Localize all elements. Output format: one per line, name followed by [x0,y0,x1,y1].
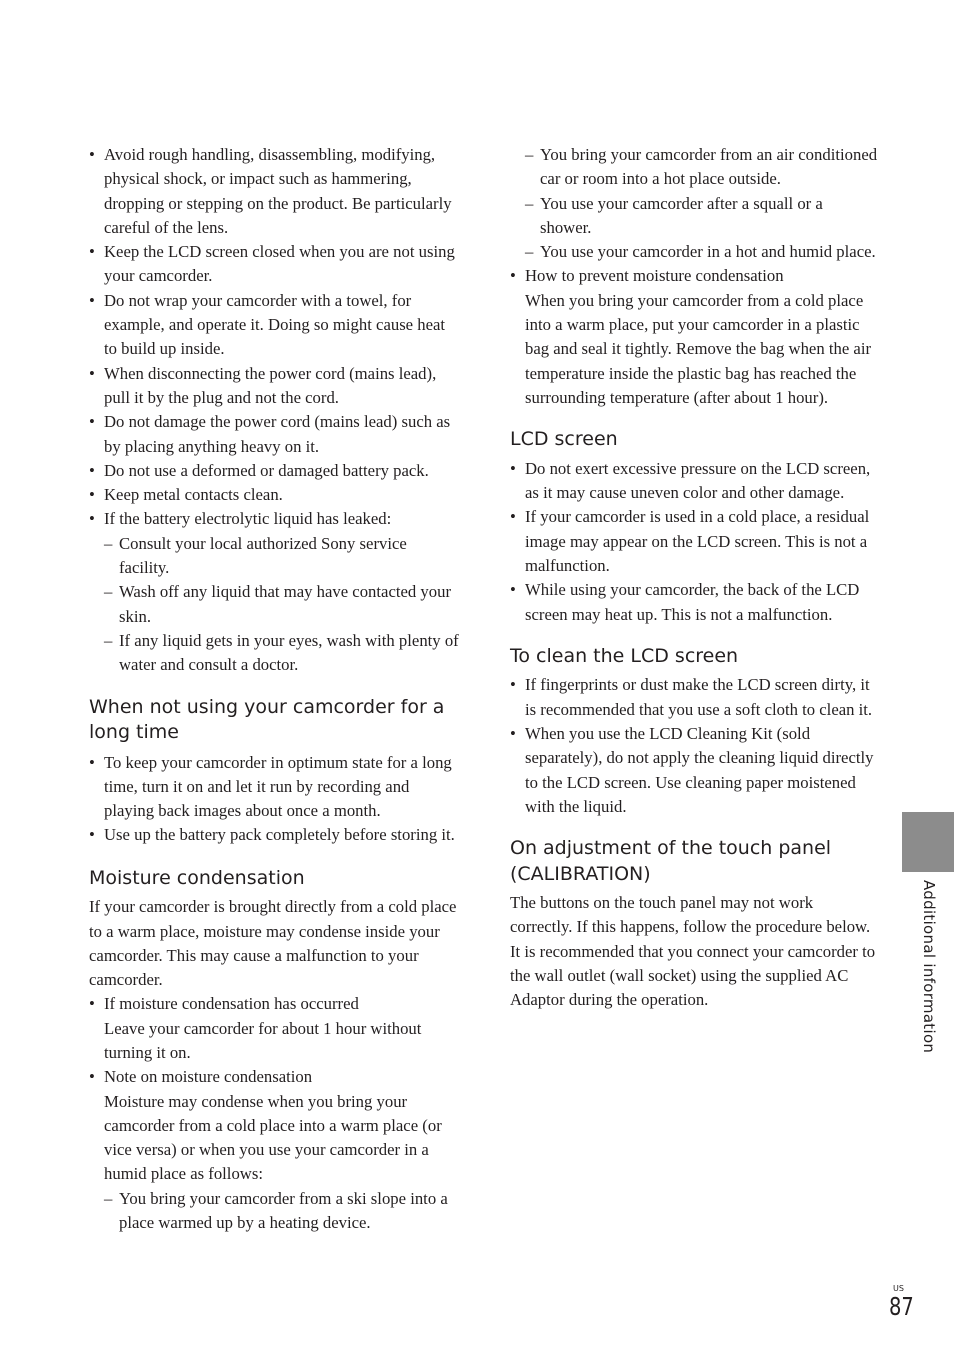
page-region-code: US [893,1284,904,1293]
bullet-lcd-heat: • While using your camcorder, the back of the LCD screen may heat up. This is not a malfunction. [510,578,878,627]
paragraph-calibration: The buttons on the touch panel may not work correctly. If this happens, follow the procedure below. It is recommended that you connect your camcorder to the wall outlet (wall socket) using the supplied AC Adaptor during the operation. [510,893,876,1010]
bullet-lcd-closed: • Keep the LCD screen closed when you are not using your camcorder. [89,240,459,289]
bullet-cleaning-kit: • When you use the LCD Cleaning Kit (sold separately), do not apply the cleaning liquid directly to the LCD screen. Use cleaning paper moistened with the liquid. [510,722,878,819]
bullet-body: Moisture may condense when you bring your camcorder from a cold place into a warm place (or vice versa) or when you use your camcorder in a humid place as follows: [104,1091,442,1184]
bullet-deformed-battery: • Do not use a deformed or damaged battery pack. [89,459,459,483]
dash-ski-slope: – You bring your camcorder from a ski slope into a place warmed up by a heating device. [89,1187,459,1236]
left-column [89,143,459,1235]
bullet-use-up-battery: • Use up the battery pack completely before storing it. [89,823,459,847]
page-number: 87 [889,1292,914,1321]
bullet-electrolytic-leak: • If the battery electrolytic liquid has leaked: [89,507,459,531]
heading-lcd-screen: LCD screen [510,428,618,451]
bullet-note-condensation [89,1065,459,1186]
bullet-lcd-pressure: • Do not exert excessive pressure on the LCD screen, as it may cause uneven color and other damage. [510,457,878,506]
bullet-prevent-condensation [510,264,878,410]
right-column [510,143,878,1013]
heading-calibration: On adjustment of the touch panel (CALIBRATION) [510,837,832,885]
bullet-power-cord-damage: • Do not damage the power cord (mains lead) such as by placing anything heavy on it. [89,410,459,459]
heading-not-using: When not using your camcorder for a long time [89,695,445,744]
dash-squall: – You use your camcorder after a squall or a shower. [510,192,878,241]
dash-consult-sony: – Consult your local authorized Sony service facility. [89,532,459,581]
dash-wash-skin: – Wash off any liquid that may have contacted your skin. [89,580,459,629]
section-tab [902,812,954,872]
bullet-lcd-residual-image: • If your camcorder is used in a cold place, a residual image may appear on the LCD screen. This is not a malfunction. [510,505,878,578]
bullet-title: • If moisture condensation has occurred [104,994,359,1014]
heading-clean-lcd: To clean the LCD screen [510,644,739,667]
bullet-metal-contacts: • Keep metal contacts clean. [89,483,459,507]
bullet-body: Leave your camcorder for about 1 hour without turning it on. [104,1018,422,1062]
heading-moisture-condensation: Moisture condensation [89,866,305,889]
bullet-towel: • Do not wrap your camcorder with a towel, for example, and operate it. Doing so might cause heat to build up inside. [89,289,459,362]
bullet-condensation-occurred [89,992,459,1065]
bullet-title: • Note on moisture condensation [104,1067,313,1087]
paragraph-moisture-intro: If your camcorder is brought directly from a cold place to a warm place, moisture may condense inside your camcorder. This may cause a malfunction to your camcorder. [89,897,457,990]
bullet-optimum-state: • To keep your camcorder in optimum state for a long time, turn it on and let it run by recording and playing back images about once a month. [89,751,459,824]
dash-hot-humid: – You use your camcorder in a hot and humid place. [510,240,878,264]
dash-air-conditioned: – You bring your camcorder from an air conditioned car or room into a hot place outside. [510,143,878,192]
bullet-body: When you bring your camcorder from a cold place into a warm place, put your camcorder in a plastic bag and seal it tightly. Remove the bag when the air temperature inside the plastic bag has reached the surrounding temperature (after about 1 hour). [525,290,872,407]
section-label: Additional information [920,880,938,1054]
bullet-power-cord-disconnect: • When disconnecting the power cord (mains lead), pull it by the plug and not the cord. [89,362,459,411]
bullet-fingerprints: • If fingerprints or dust make the LCD screen dirty, it is recommended that you use a soft cloth to clean it. [510,673,878,722]
dash-eyes: – If any liquid gets in your eyes, wash with plenty of water and consult a doctor. [89,629,459,678]
bullet-title: • How to prevent moisture condensation [525,266,784,286]
bullet-rough-handling: • Avoid rough handling, disassembling, modifying, physical shock, or impact such as hammering, dropping or stepping on the product. Be particularly careful of the lens. [89,143,459,240]
